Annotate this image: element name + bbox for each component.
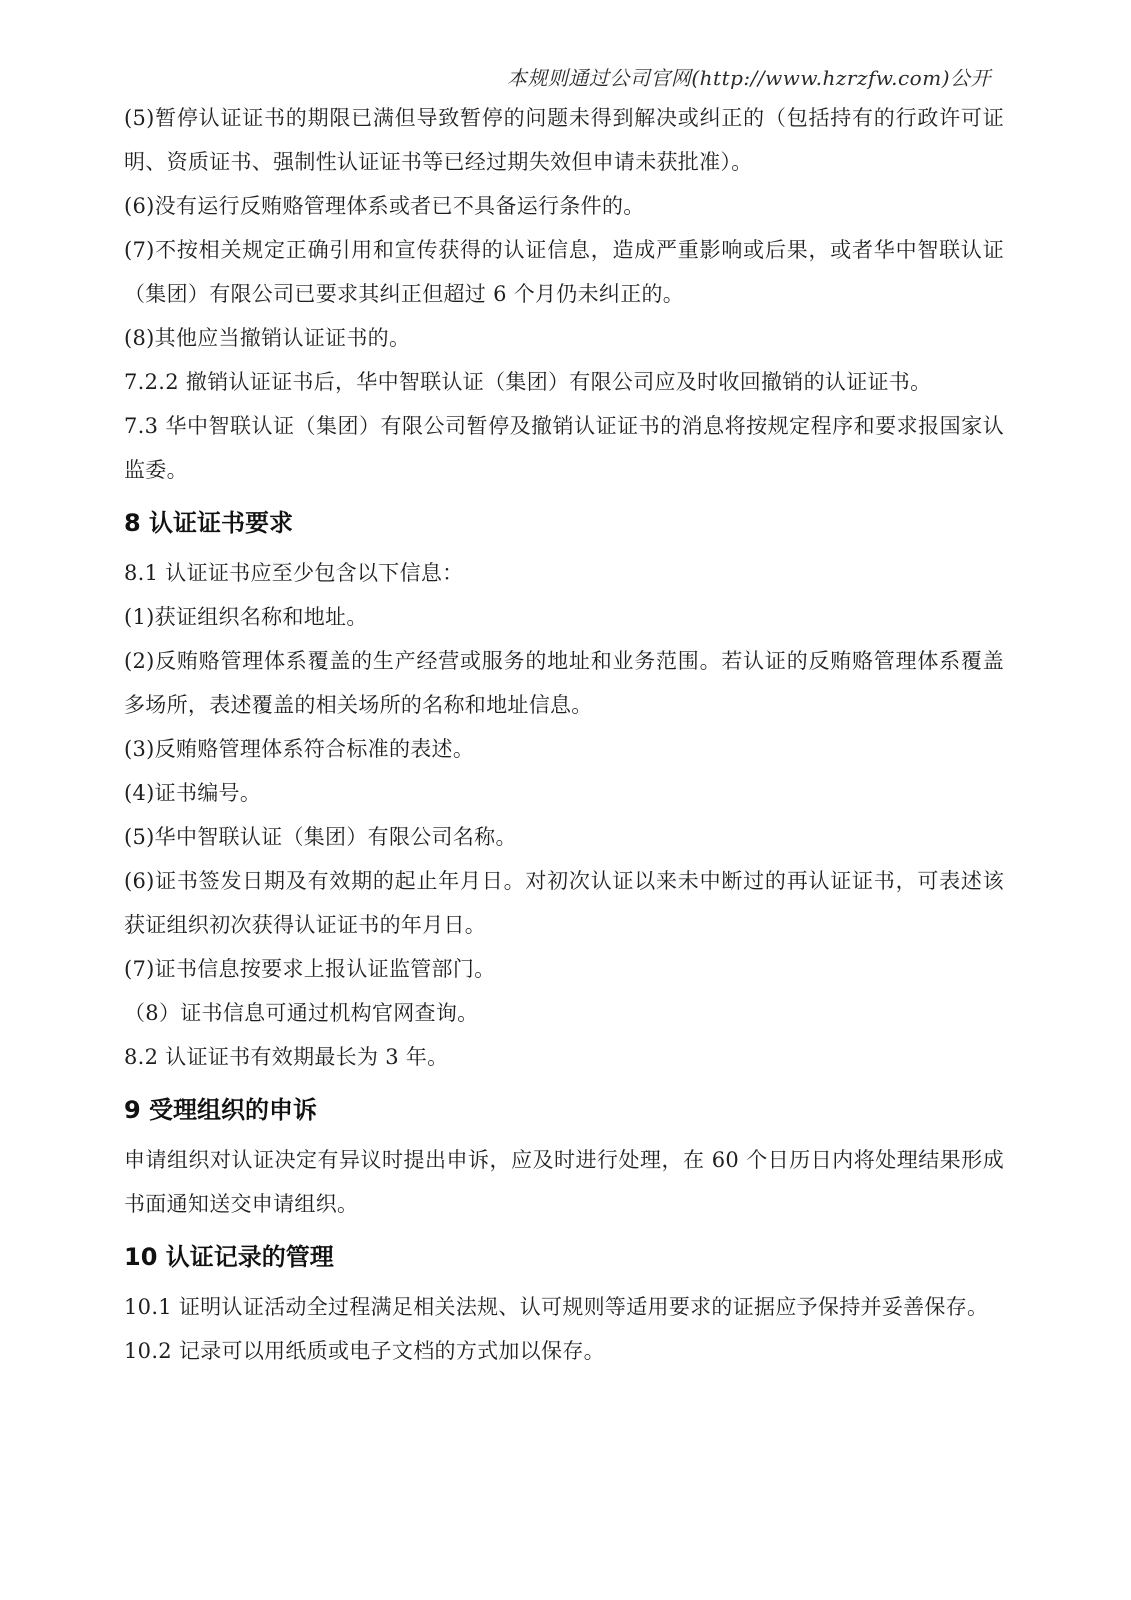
s8-item-7: (7)证书信息按要求上报认证监管部门。 <box>124 957 496 981</box>
s7-para-7-2-2: 7.2.2 撤销认证证书后，华中智联认证（集团）有限公司应及时收回撤销的认证证书。 <box>124 370 932 394</box>
section-8-heading: 8 认证证书要求 <box>124 509 294 537</box>
s8-para-8-2: 8.2 认证证书有效期最长为 3 年。 <box>124 1045 449 1069</box>
s8-item-4: (4)证书编号。 <box>124 781 262 805</box>
s8-item-6: (6)证书签发日期及有效期的起止年月日。对初次认证以来未中断过的再认证证书，可表述该获证组织初次获得认证证书的年月日。 <box>124 869 1004 937</box>
s8-item-5: (5)华中智联认证（集团）有限公司名称。 <box>124 825 517 849</box>
s8-item-8: （8）证书信息可通过机构官网查询。 <box>124 1001 479 1025</box>
s9-para: 申请组织对认证决定有异议时提出申诉，应及时进行处理，在 60 个日历日内将处理结果形成书面通知送交申请组织。 <box>124 1148 1004 1216</box>
section-10-heading: 10 认证记录的管理 <box>124 1243 334 1271</box>
header-note: 本规则通过公司官网(http://www.hzrzfw.com)公开 <box>506 66 991 90</box>
s10-para-10-2: 10.2 记录可以用纸质或电子文档的方式加以保存。 <box>124 1339 605 1363</box>
s7-item-5: (5)暂停认证证书的期限已满但导致暂停的问题未得到解决或纠正的（包括持有的行政许可证明、资质证书、强制性认证证书等已经过期失效但申请未获批准）。 <box>124 106 1004 174</box>
s7-item-8: (8)其他应当撤销认证证书的。 <box>124 326 411 350</box>
document-body <box>124 96 1004 1373</box>
s8-item-1: (1)获证组织名称和地址。 <box>124 605 368 629</box>
s7-item-7: (7)不按相关规定正确引用和宣传获得的认证信息，造成严重影响或后果，或者华中智联认证（集团）有限公司已要求其纠正但超过 6 个月仍未纠正的。 <box>124 238 1004 306</box>
s8-para-8-1: 8.1 认证证书应至少包含以下信息： <box>124 561 464 585</box>
s7-para-7-3: 7.3 华中智联认证（集团）有限公司暂停及撤销认证证书的消息将按规定程序和要求报国家认监委。 <box>124 414 1004 482</box>
s8-item-2: (2)反贿赂管理体系覆盖的生产经营或服务的地址和业务范围。若认证的反贿赂管理体系覆盖多场所，表述覆盖的相关场所的名称和地址信息。 <box>124 649 1004 717</box>
s7-item-6: (6)没有运行反贿赂管理体系或者已不具备运行条件的。 <box>124 194 645 218</box>
s8-item-3: (3)反贿赂管理体系符合标准的表述。 <box>124 737 475 761</box>
section-9-heading: 9 受理组织的申诉 <box>124 1096 318 1124</box>
s10-para-10-1: 10.1 证明认证活动全过程满足相关法规、认可规则等适用要求的证据应予保持并妥善保存。 <box>124 1295 989 1319</box>
